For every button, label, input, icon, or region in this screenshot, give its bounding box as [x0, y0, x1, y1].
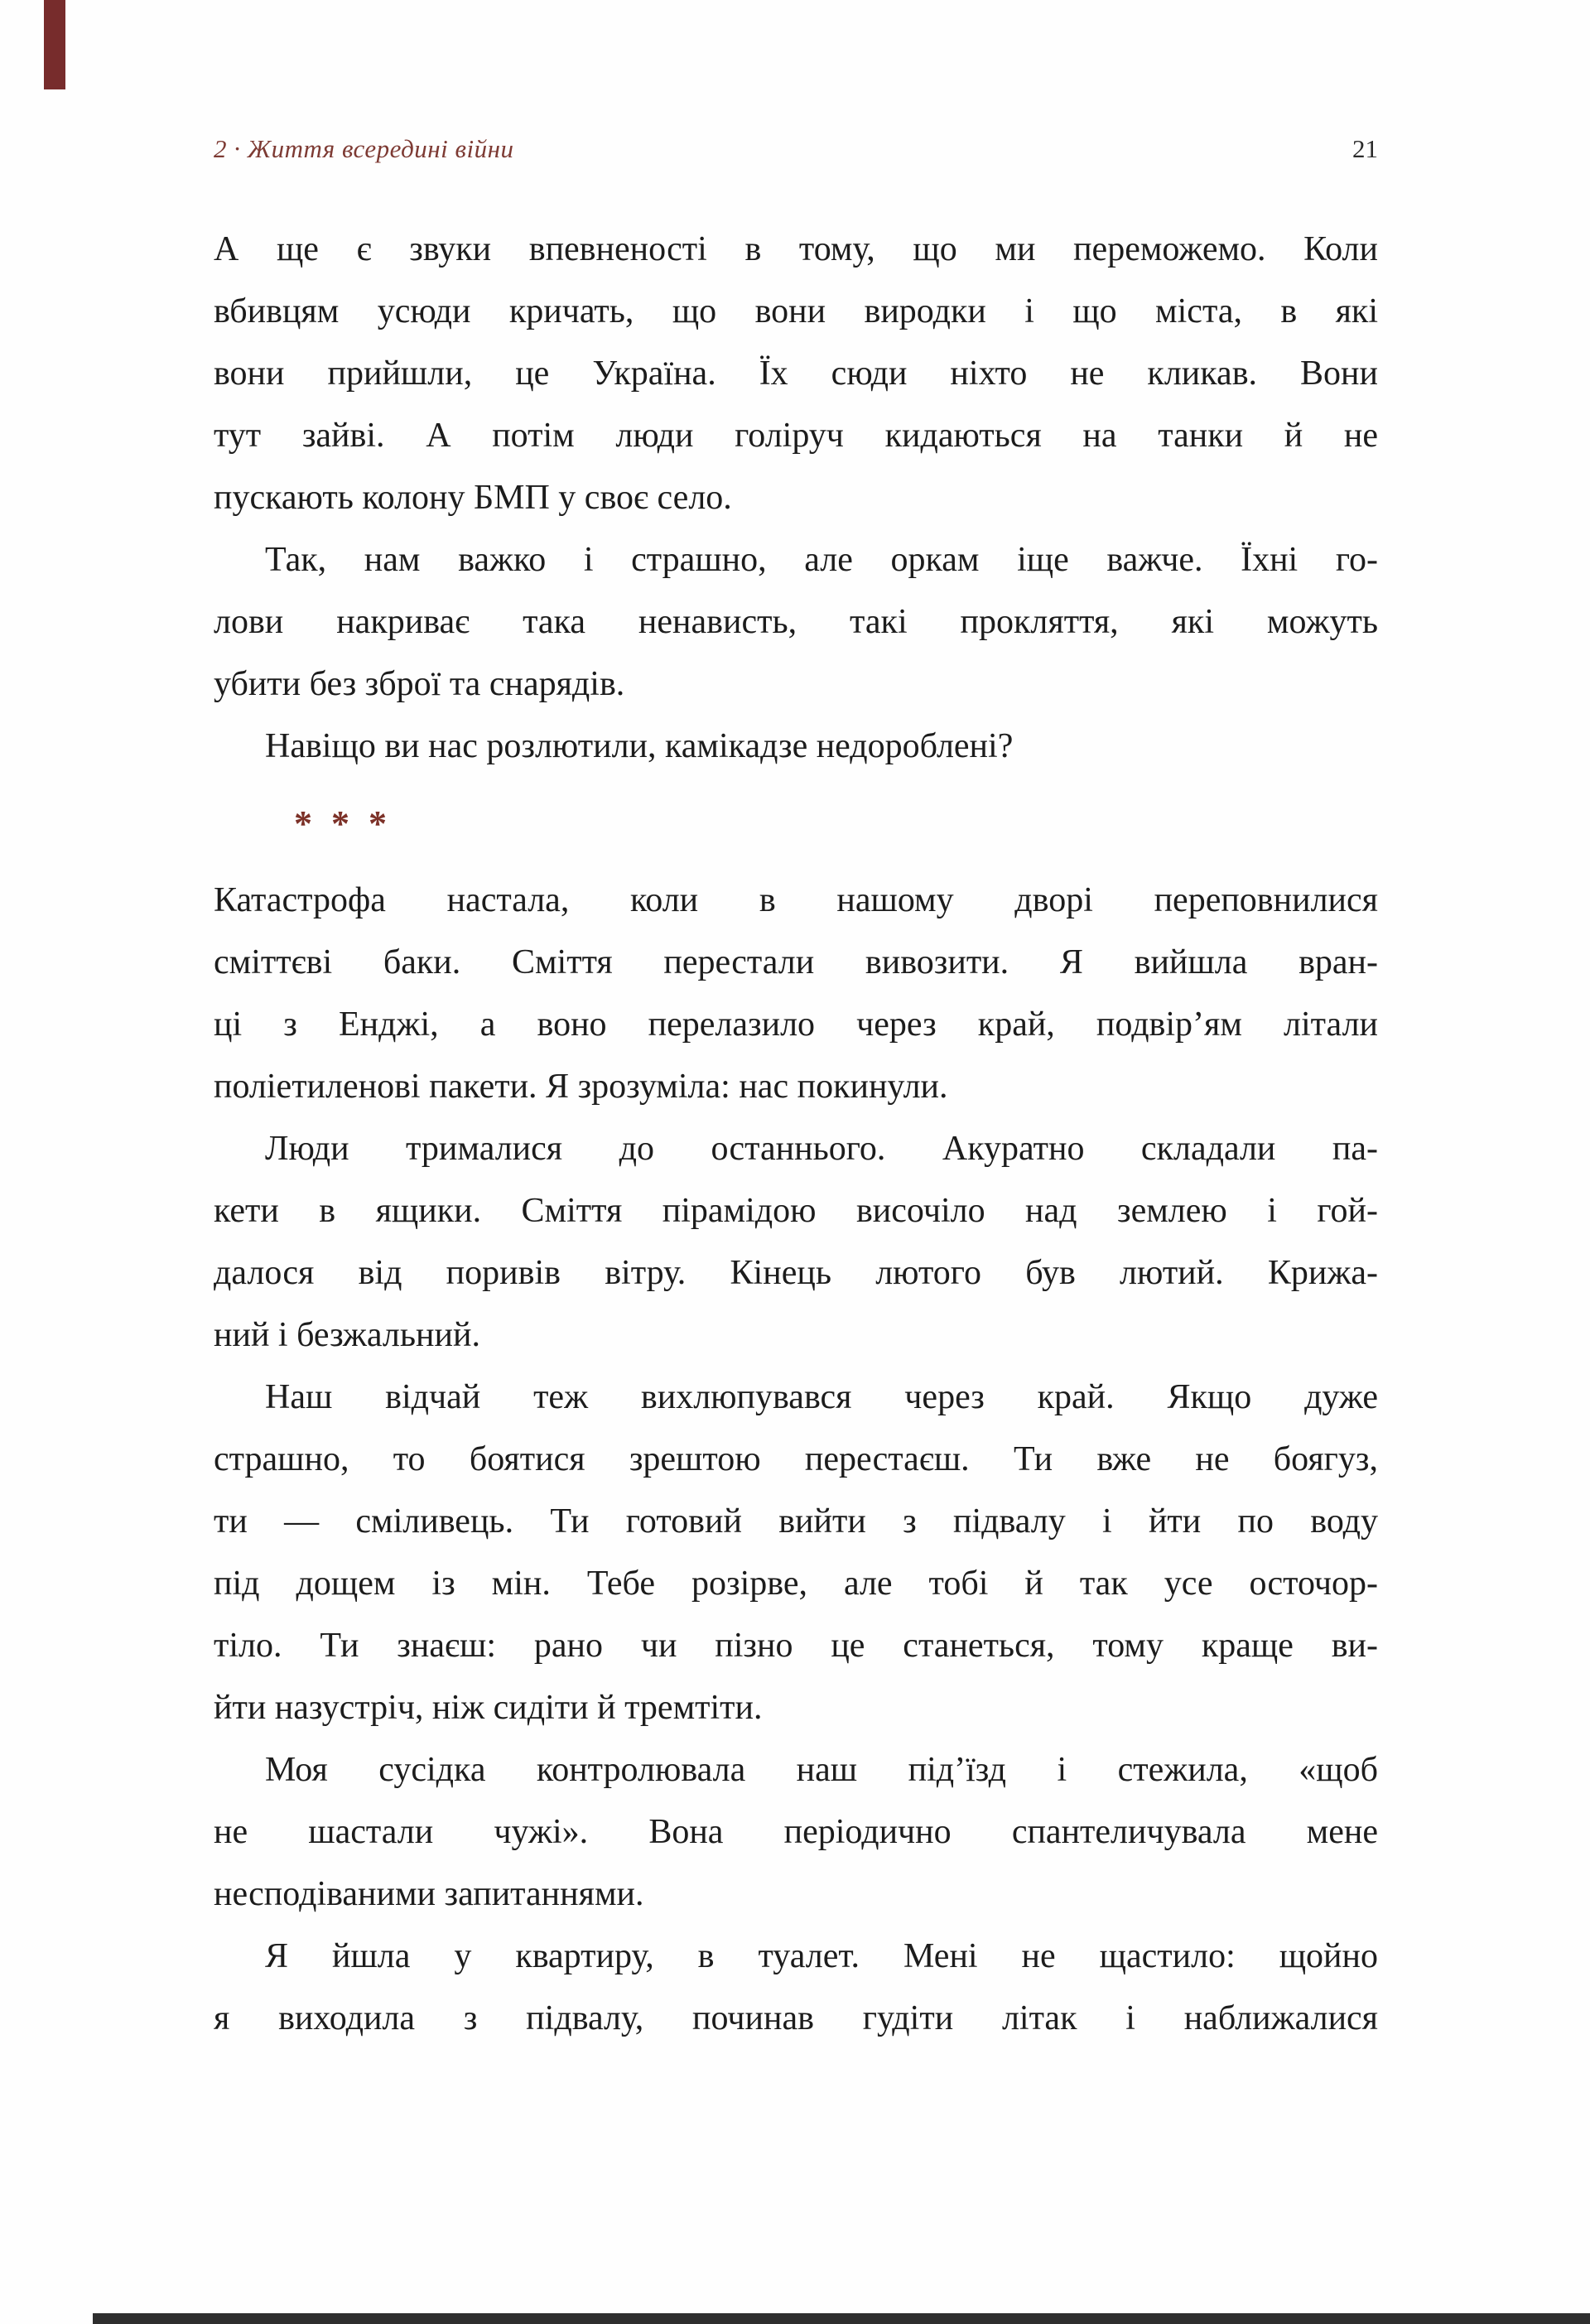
text-line: сміттєві баки. Сміття перестали вивозити. Я вийшла вран- [214, 943, 1378, 981]
text-line: Наш відчай теж вихлюпувався через край. Якщо дуже [265, 1378, 1378, 1416]
text-line: не шастали чужі». Вона періодично спантеличувала мене [214, 1813, 1378, 1851]
text-line: Люди трималися до останнього. Акуратно складали па- [265, 1130, 1378, 1168]
text-line: ти — сміливець. Ти готовий вийти з підвалу і йти по воду [214, 1502, 1378, 1540]
paragraph [214, 529, 1378, 716]
bookmark-ribbon [44, 0, 65, 89]
text-line: несподіваними запитаннями. [214, 1875, 644, 1913]
chapter-title: 2 · Життя всередині війни [214, 134, 514, 163]
text-line: йти назустріч, ніж сидіти й тремтіти. [214, 1689, 763, 1727]
text-line: тіло. Ти знаєш: рано чи пізно це станеться, тому краще ви- [214, 1627, 1378, 1665]
text-line: я виходила з підвалу, починав гудіти літак і наближалися [214, 1999, 1378, 2037]
reading-progress-bar [93, 2313, 1590, 2324]
body-text [214, 219, 1378, 2050]
paragraph [214, 716, 1378, 778]
text-line: тут зайві. А потім люди голіруч кидаються на танки й не [214, 417, 1378, 455]
running-header [214, 131, 1378, 167]
section-separator: * * * [294, 803, 392, 844]
paragraph [214, 219, 1378, 529]
paragraph [214, 1367, 1378, 1739]
text-line: ний і безжальний. [214, 1316, 480, 1354]
text-line: Так, нам важко і страшно, але оркам іще важче. Їхні го- [265, 541, 1378, 579]
paragraph [214, 1926, 1378, 2050]
text-line: вони прийшли, це Україна. Їх сюди ніхто не кликав. Вони [214, 354, 1378, 393]
text-line: убити без зброї та снарядів. [214, 665, 625, 703]
text-line: лови накриває така ненависть, такі прокляття, які можуть [214, 603, 1378, 641]
text-line: Я йшла у квартиру, в туалет. Мені не щастило: щойно [265, 1937, 1378, 1975]
text-line: Моя сусідка контролювала наш під’їзд і стежила, «щоб [265, 1751, 1378, 1789]
paragraph [214, 870, 1378, 1118]
paragraph [214, 1739, 1378, 1926]
text-line: А ще є звуки впевненості в тому, що ми переможемо. Коли [214, 230, 1378, 268]
text-line: Катастрофа настала, коли в нашому дворі переповнилися [214, 881, 1378, 919]
paragraph [214, 1118, 1378, 1367]
text-line: ці з Енджі, а воно перелазило через край, подвір’ям літали [214, 1005, 1378, 1044]
text-line: Навіщо ви нас розлютили, камікадзе недороблені? [265, 727, 1014, 765]
text-line: далося від поривів вітру. Кінець лютого був лютий. Крижа- [214, 1254, 1378, 1292]
text-line: пускають колону БМП у своє село. [214, 479, 732, 517]
text-line: вбивцям усюди кричать, що вони виродки і що міста, в які [214, 292, 1378, 330]
page-number: 21 [1352, 134, 1378, 163]
text-line: поліетиленові пакети. Я зрозуміла: нас покинули. [214, 1068, 948, 1106]
text-line: кети в ящики. Сміття пірамідою височіло над землею і гой- [214, 1192, 1378, 1230]
text-line: під дощем із мін. Тебе розірве, але тобі й так усе осточор- [214, 1565, 1378, 1603]
text-line: страшно, то боятися зрештою перестаєш. Ти вже не боягуз, [214, 1440, 1378, 1478]
